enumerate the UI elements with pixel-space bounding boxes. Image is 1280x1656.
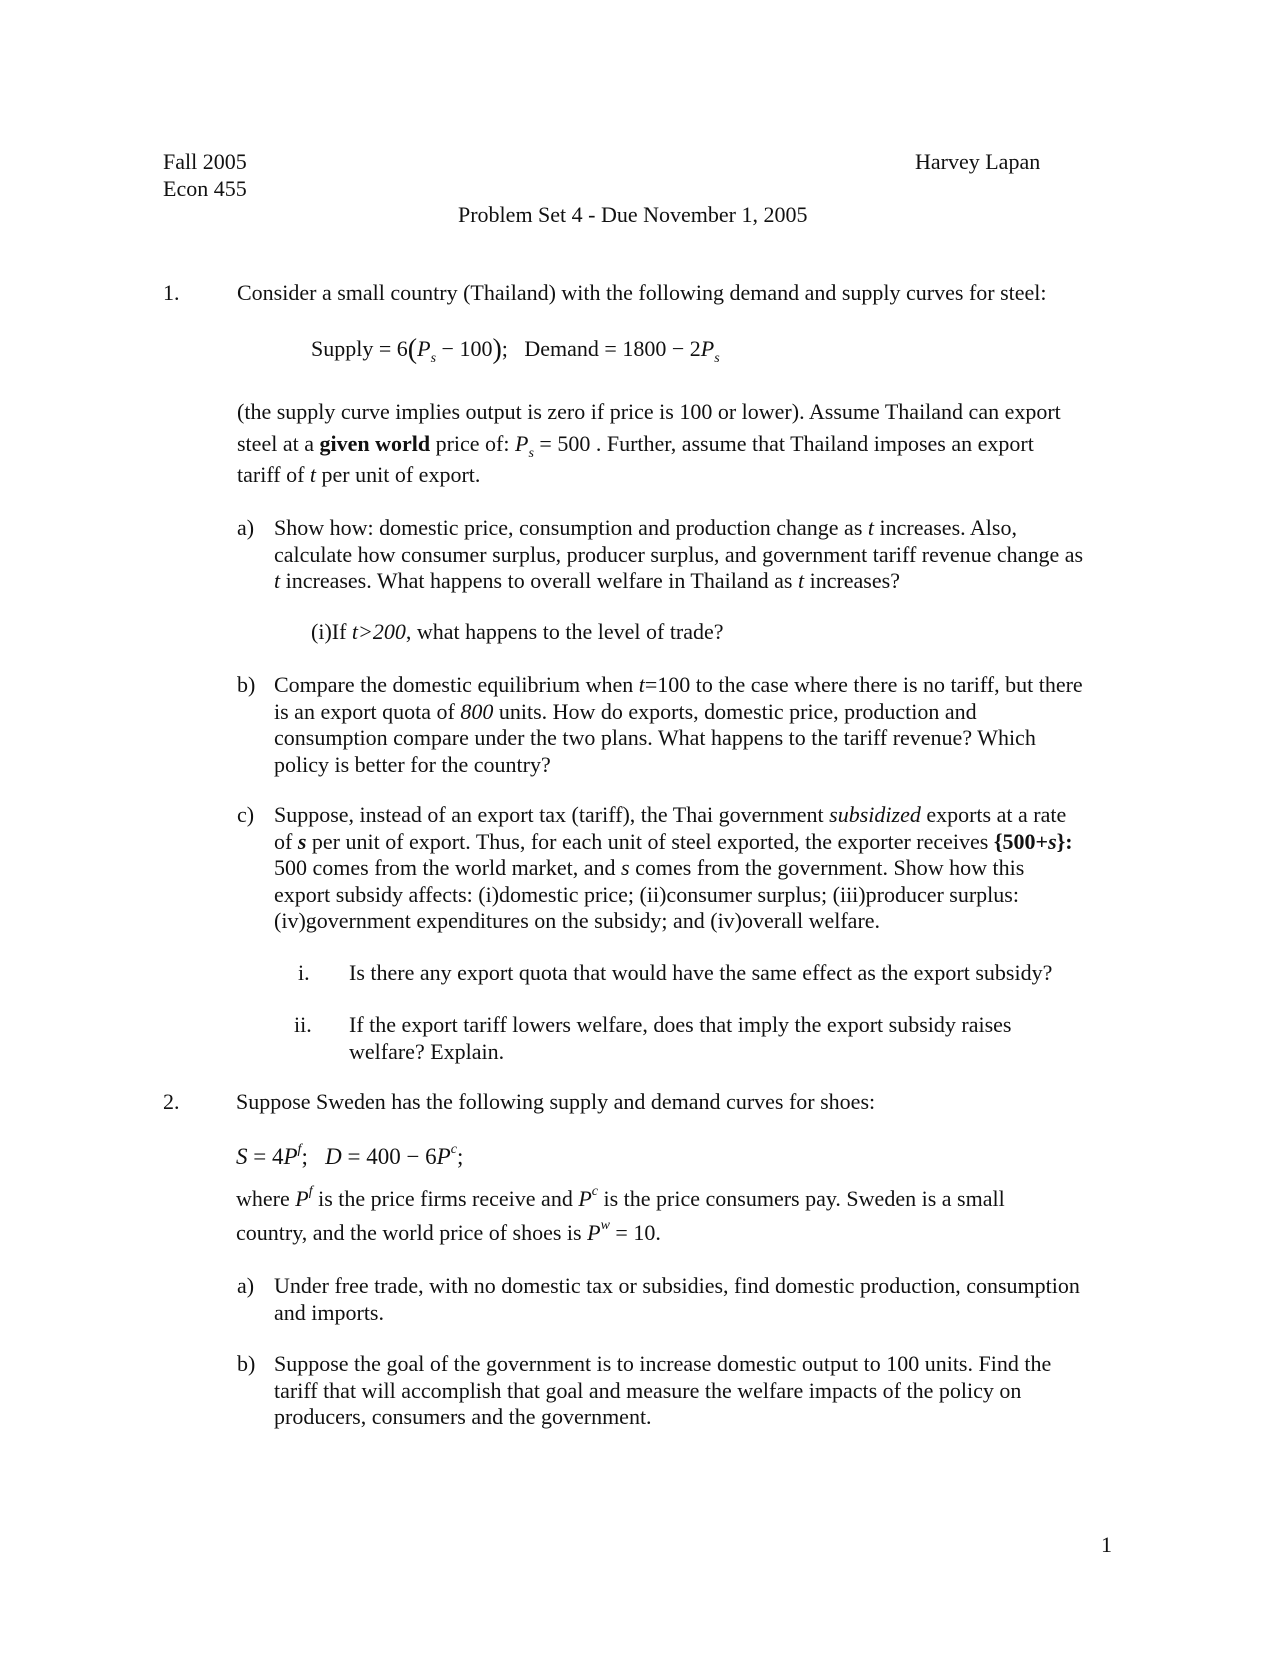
question-1-intro: Consider a small country (Thailand) with the following demand and supply curves for steel: (237, 280, 1047, 305)
page-title: Problem Set 4 - Due November 1, 2005 (458, 202, 808, 227)
q1c-i-label: i. (298, 960, 310, 985)
q1c-i-text: Is there any export quota that would have the same effect as the export subsidy? (349, 960, 1053, 985)
question-2-intro: Suppose Sweden has the following supply and demand curves for shoes: (236, 1089, 876, 1114)
q2-supply-demand-equation: $S = 4P^f$; $D = 400 - 6P^c$; (236, 1142, 464, 1169)
author-name: Harvey Lapan (915, 149, 1041, 174)
q1c-text: Suppose, instead of an export tax (tariff), the Thai government subsidized exports at a rate of s per unit of export. Thus, for each unit of steel exported, the exporter receives {500+s}: 500 comes from the world market, and s comes from the government. Show how this export subsidy affects: (i)domestic price; (ii)consumer surplus; (iii)producer surplus: (iv)government expenditures on the subsidy; and (iv)overall welfare. (274, 802, 1073, 933)
question-2-number: 2. (163, 1089, 180, 1114)
q1c-ii-text: If the export tariff lowers welfare, does that imply the export subsidy raises welfare? Explain. (349, 1012, 1012, 1064)
q1a-subquestion: (i)If t>200, what happens to the level of trade? (311, 619, 724, 644)
q1-paragraph: (the supply curve implies output is zero if price is 100 or lower). Assume Thailand can export steel at a given world price of: $P_s = 500$ . Further, assume that Thailand imposes an export tariff of t per unit of export. (237, 399, 1061, 487)
q2-paragraph: where $P^f$ is the price firms receive and $P^c$ is the price consumers pay. Sweden is a small country, and the world price of shoes is $P^w = 10$. (236, 1184, 1005, 1245)
course-label: Econ 455 (163, 176, 247, 201)
question-1-number: 1. (163, 280, 180, 305)
q1b-label: b) (237, 672, 256, 697)
q2a-label: a) (237, 1273, 255, 1298)
page-number: 1 (1101, 1532, 1112, 1557)
term-label: Fall 2005 (163, 149, 247, 174)
q1b-text: Compare the domestic equilibrium when t=100 to the case where there is no tariff, but there is an export quota of 800 units. How do exports, domestic price, production and consumption compare under the two plans. What happens to the tariff revenue? Which policy is better for the country? (274, 672, 1083, 777)
q1c-ii-label: ii. (294, 1012, 312, 1037)
q2b-text: Suppose the goal of the government is to increase domestic output to 100 units. Find the tariff that will accomplish that goal and measure the welfare impacts of the policy on producers, consumers and the government. (274, 1351, 1052, 1429)
q2b-label: b) (237, 1351, 256, 1376)
q1c-label: c) (237, 802, 255, 827)
q1a-text: Show how: domestic price, consumption and production change as t increases. Also, calculate how consumer surplus, producer surplus, and government tariff revenue change as t increases. What happens to overall welfare in Thailand as t increases? (274, 515, 1084, 593)
q2a-text: Under free trade, with no domestic tax or subsidies, find domestic production, consumption and imports. (274, 1273, 1080, 1325)
q1-supply-demand-equation: Supply = $6(P_s - 100)$; Demand = $1800 - 2P_s$ (311, 334, 720, 366)
q1a-label: a) (237, 515, 255, 540)
